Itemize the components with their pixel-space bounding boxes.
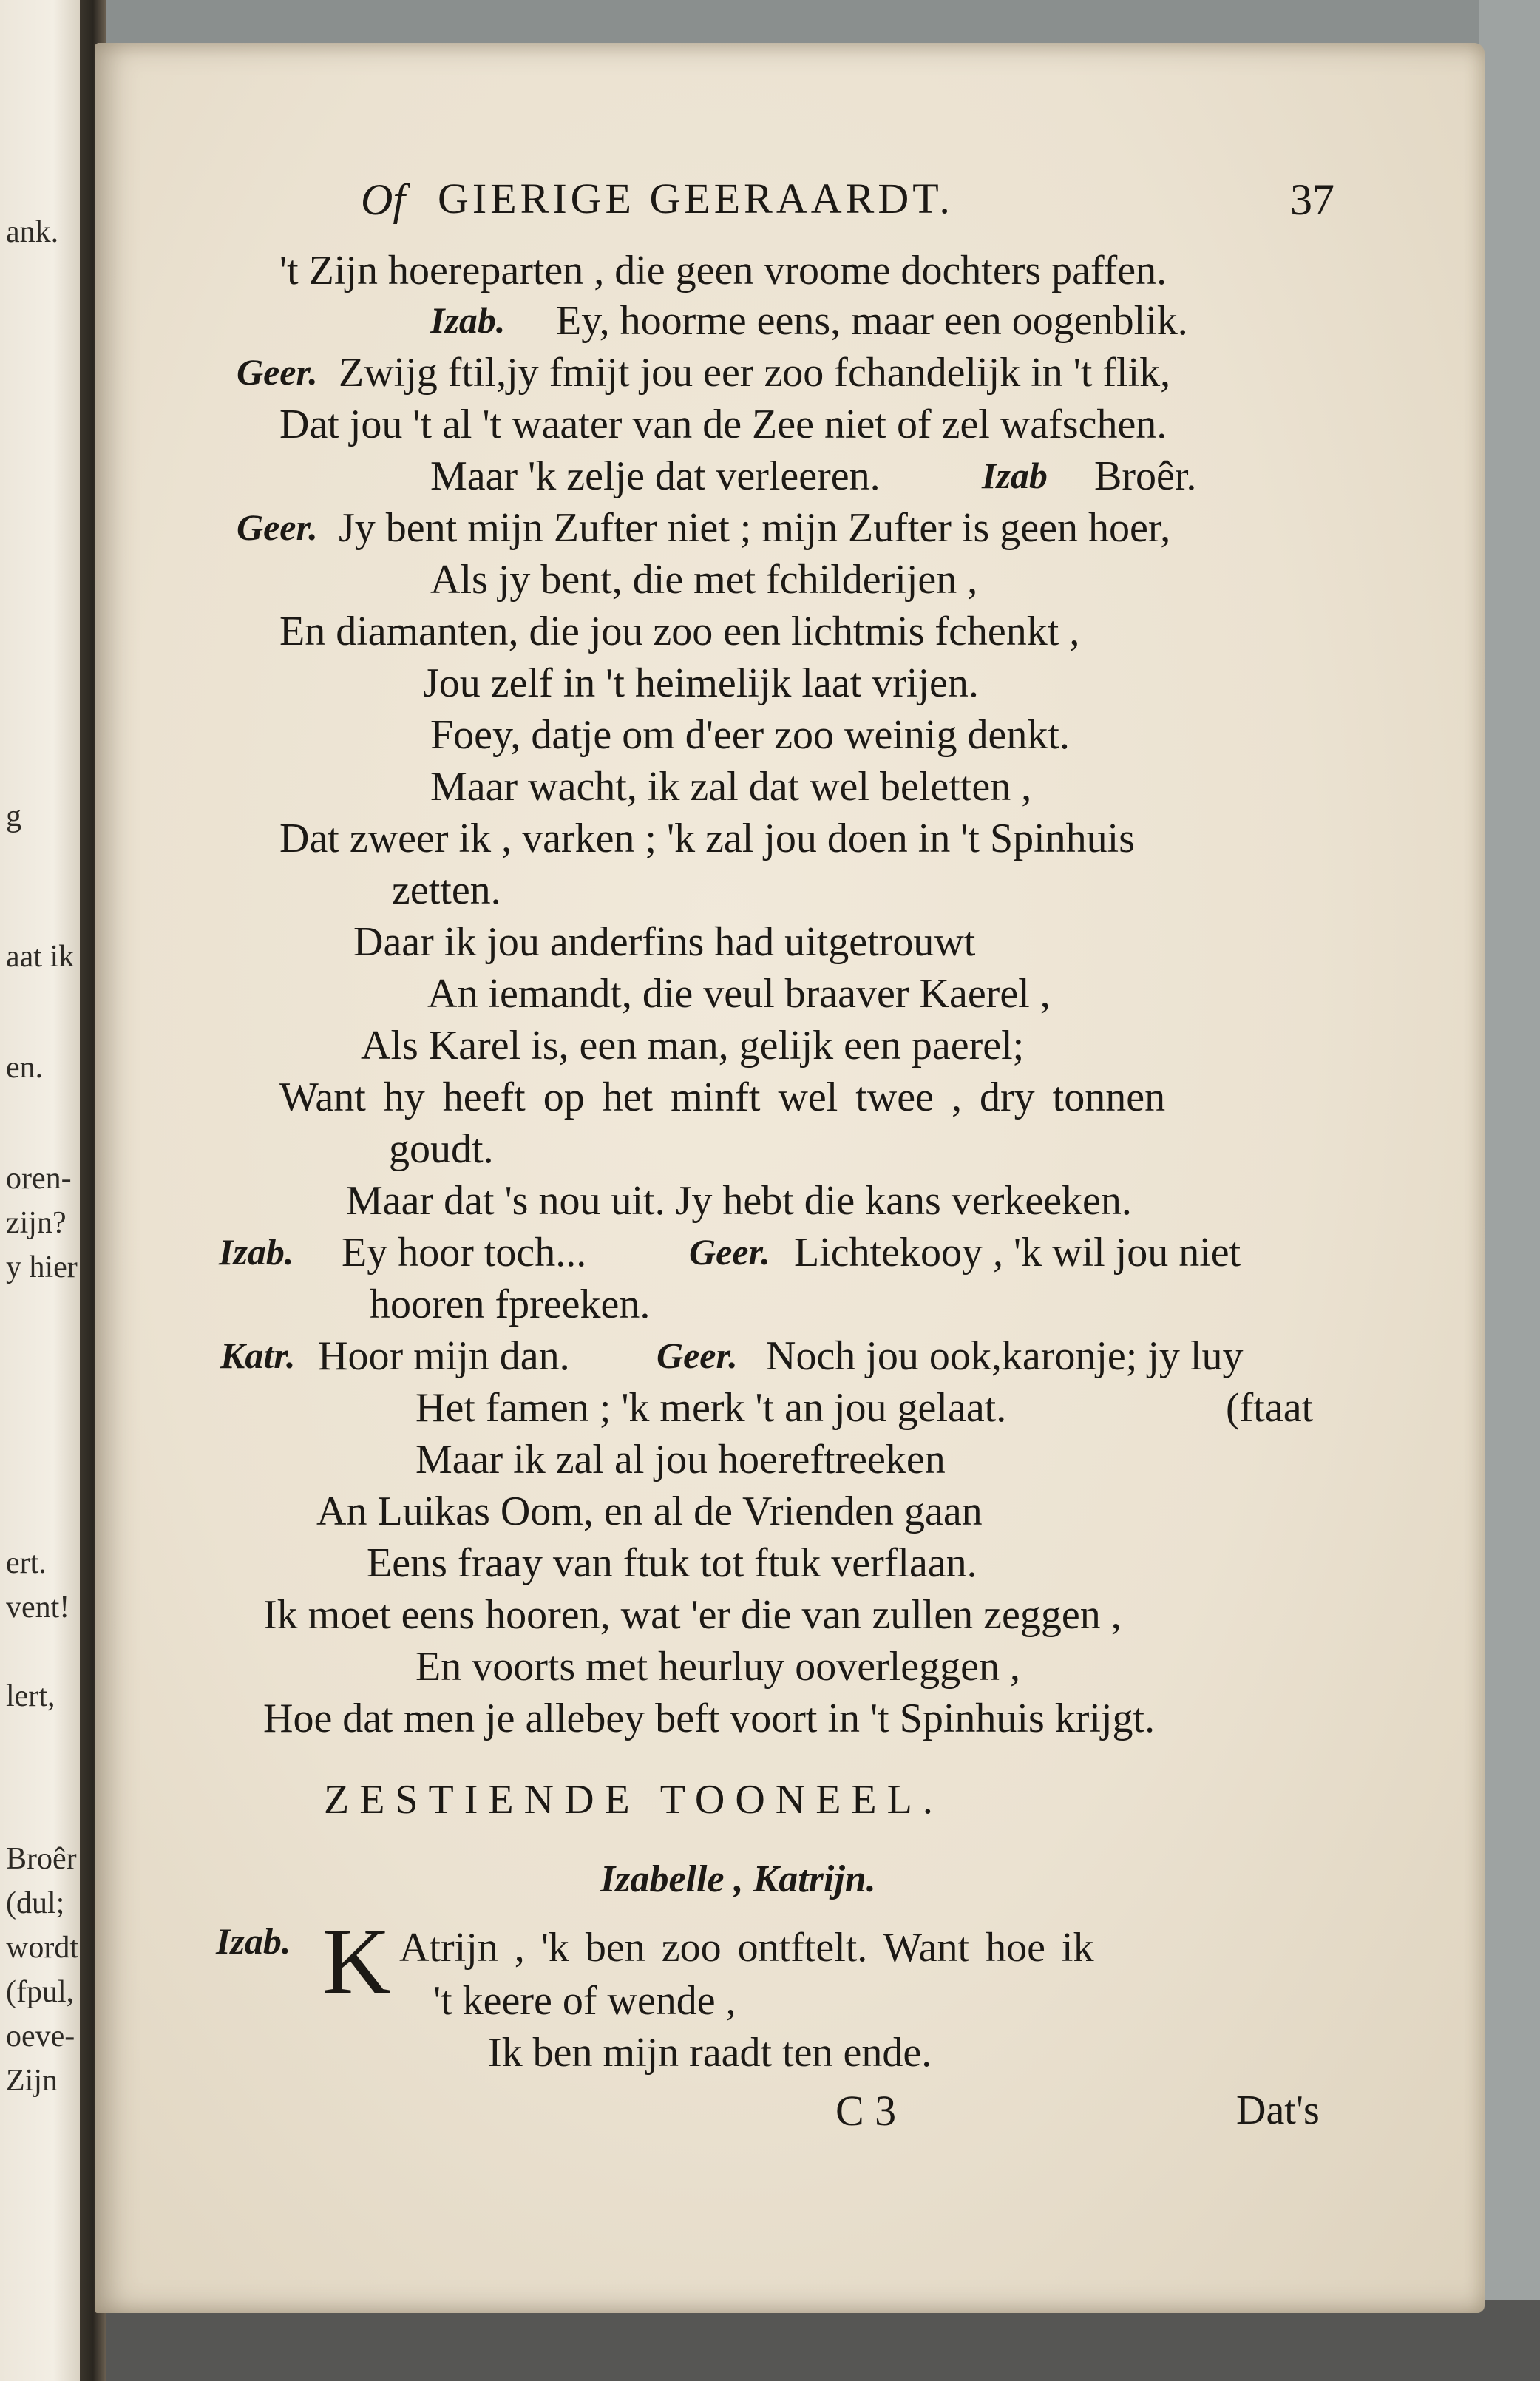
facing-fragment: lert, (6, 1679, 55, 1713)
facing-fragment: en. (6, 1051, 44, 1085)
verse-line: 't Zijn hoereparten , die geen vroome dochters paffen. (279, 248, 1167, 294)
verse-line: En diamanten, die jou zoo een lichtmis fchenkt , (279, 609, 1080, 654)
facing-fragment: g (6, 799, 21, 833)
verse-line: Atrijn , 'k ben zoo ontftelt. Want hoe ik (399, 1925, 1094, 1971)
facing-fragment: zijn? (6, 1206, 67, 1240)
speaker-label: Geer. (657, 1335, 738, 1376)
verse-line: Maar dat 's nou uit. Jy hebt die kans verkeeken. (346, 1178, 1132, 1224)
verse-line: Ik ben mijn raadt ten ende. (488, 2030, 932, 2076)
verse-line: Want hy heeft op het minft wel twee , dry tonnen (279, 1074, 1166, 1120)
scene-heading: ZESTIENDE TOONEEL. (324, 1777, 943, 1823)
running-head-prefix: Of (361, 175, 405, 224)
facing-page-edge (0, 0, 89, 2381)
verse-line: Maar 'k zelje dat verleeren. (430, 453, 881, 499)
verse-line: goudt. (389, 1126, 494, 1172)
catchword: Dat's (1236, 2087, 1320, 2133)
verse-line: Het famen ; 'k merk 't an jou gelaat. (415, 1385, 1007, 1431)
verse-line: Noch jou ook,karonje; jy luy (766, 1333, 1244, 1379)
verse-line: Foey, datje om d'eer zoo weinig denkt. (430, 712, 1070, 758)
verse-line: Ik moet eens hooren, wat 'er die van zullen zeggen , (263, 1592, 1122, 1638)
verse-line-turnover: (ftaat (1226, 1385, 1314, 1431)
facing-fragment: wordt (6, 1931, 78, 1965)
facing-fragment: vent! (6, 1591, 70, 1625)
backdrop-right (1479, 0, 1540, 2381)
speaker-label: Geer. (237, 507, 318, 548)
facing-fragment: (fpul, (6, 1975, 75, 2009)
facing-fragment: Zijn (6, 2064, 58, 2098)
verse-line: Als jy bent, die met fchilderijen , (430, 557, 978, 603)
verse-line: Jou zelf in 't heimelijk laat vrijen. (423, 660, 979, 706)
facing-fragment: Broêr (6, 1842, 77, 1876)
verse-line: Hoe dat men je allebey beft voort in 't Spinhuis krijgt. (263, 1696, 1156, 1741)
verse-line: hooren fpreeken. (370, 1281, 651, 1327)
verse-line: Ey, hoorme eens, maar een oogenblik. (556, 298, 1188, 344)
speaker-label: Izab (982, 455, 1048, 496)
speaker-label: Geer. (689, 1231, 770, 1273)
verse-line: zetten. (392, 867, 501, 913)
running-head-title: GIERIGE GEERAARDT. (438, 175, 954, 223)
facing-fragment: y hier (6, 1250, 78, 1284)
speaker-label: Geer. (237, 351, 318, 393)
facing-fragment: oeve- (6, 2019, 75, 2053)
verse-line: An Luikas Oom, en al de Vrienden gaan (316, 1488, 983, 1534)
verse-line: Zwijg ftil,jy fmijt jou eer zoo fchandelijk in 't flik, (339, 350, 1171, 396)
speaker-label: Izab. (216, 1920, 291, 1962)
facing-fragment: (dul; (6, 1886, 65, 1920)
facing-fragment: aat ik (6, 940, 75, 974)
verse-line: Daar ik jou anderfins had uitgetrouwt (353, 919, 976, 965)
verse-line: Broêr. (1094, 453, 1197, 499)
verse-line: Eens fraay van ftuk tot ftuk verflaan. (367, 1540, 977, 1586)
verse-line: En voorts met heurluy ooverleggen , (415, 1644, 1021, 1690)
verse-line: Maar ik zal al jou hoereftreeken (415, 1437, 946, 1483)
scene-characters: Izabelle , Katrijn. (600, 1858, 876, 1900)
verse-line: Dat zweer ik , varken ; 'k zal jou doen in 't Spinhuis (279, 816, 1136, 861)
verse-line: Dat jou 't al 't waater van de Zee niet of zel wafschen. (279, 402, 1167, 447)
speaker-label: Izab. (430, 299, 506, 341)
facing-fragment: ank. (6, 215, 59, 249)
verse-line: 't keere of wende , (433, 1978, 736, 2024)
page-number: 37 (1290, 175, 1334, 224)
verse-line: Hoor mijn dan. (318, 1333, 570, 1379)
verse-line: Als Karel is, een man, gelijk een paerel; (361, 1023, 1025, 1068)
speaker-label: Izab. (219, 1231, 294, 1273)
drop-cap: K (322, 1908, 391, 2013)
speaker-label: Katr. (220, 1335, 296, 1376)
verse-line: Maar wacht, ik zal dat wel beletten , (430, 764, 1032, 810)
verse-line: Jy bent mijn Zufter niet ; mijn Zufter is geen hoer, (339, 505, 1171, 551)
signature-mark: C 3 (835, 2087, 897, 2135)
verse-line: An iemandt, die veul braaver Kaerel , (427, 971, 1051, 1017)
facing-fragment: ert. (6, 1546, 47, 1580)
facing-fragment: oren- (6, 1162, 72, 1196)
verse-line: Lichtekooy , 'k wil jou niet (794, 1230, 1241, 1276)
verse-line: Ey hoor toch... (342, 1230, 587, 1276)
